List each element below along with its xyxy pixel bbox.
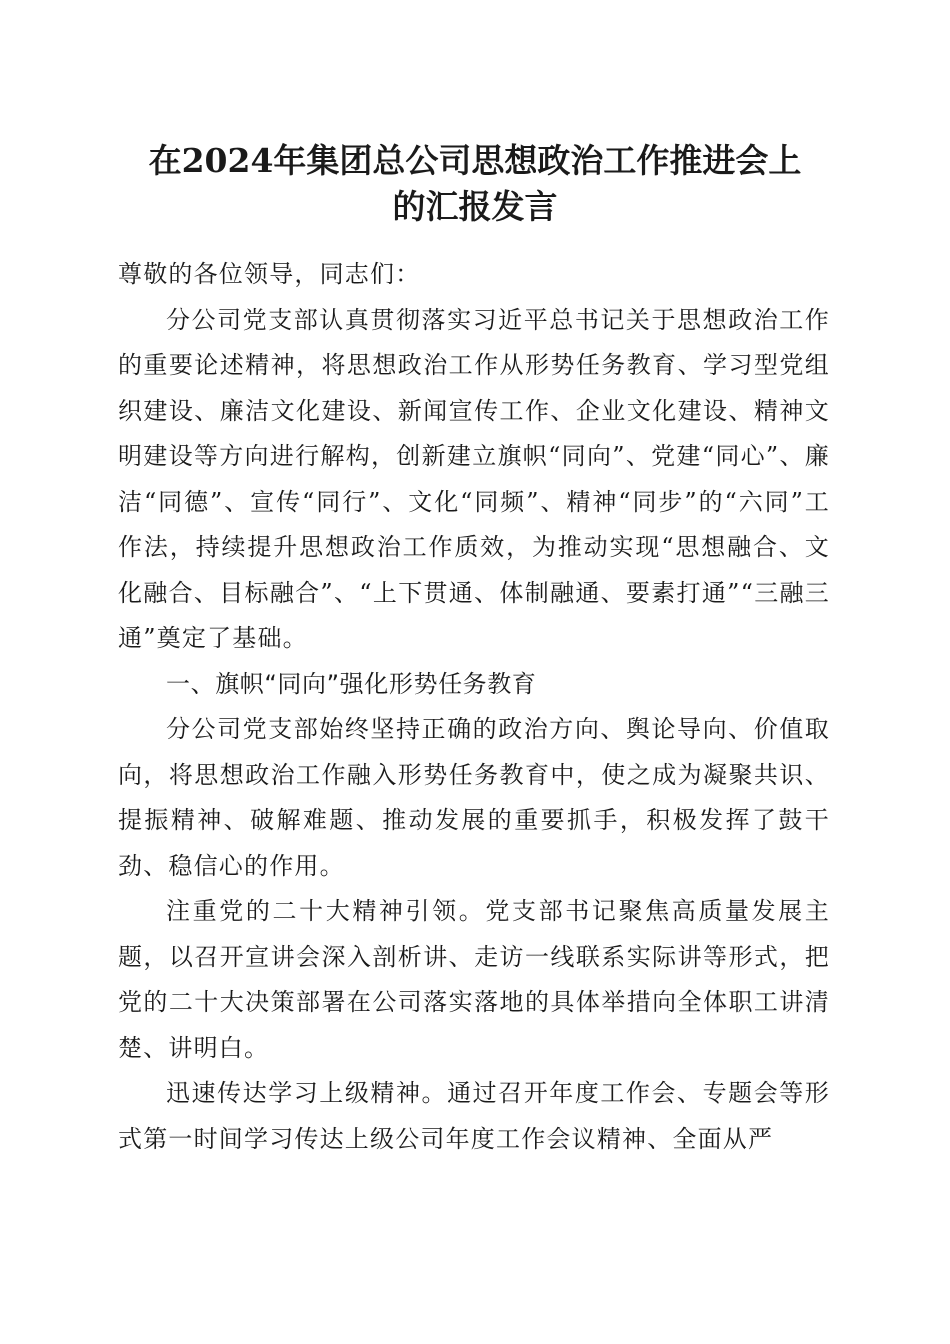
salutation: 尊敬的各位领导，同志们： bbox=[118, 260, 421, 288]
title-line-2: 的汇报发言 bbox=[392, 187, 558, 226]
document-title bbox=[100, 138, 850, 230]
section-1-paragraph: 迅速传达学习上级精神。通过召开年度工作会、专题会等形式第一时间学习传达上级公司年度工作会议精神、全面从严 bbox=[118, 1079, 830, 1153]
intro-paragraph: 分公司党支部认真贯彻落实习近平总书记关于思想政治工作的重要论述精神，将思想政治工作从形势任务教育、学习型党组织建设、廉洁文化建设、新闻宣传工作、企业文化建设、精神文明建设等方向进行解构，创新建立旗帜“同向”、党建“同心”、廉洁“同德”、宣传“同行”、文化“同频”、精神“同步”的“六同”工作法，持续提升思想政治工作质效，为推动实现“思想融合、文化融合、目标融合”、“上下贯通、体制融通、要素打通”“三融三通”奠定了基础。 bbox=[118, 305, 830, 652]
section-1-paragraph: 分公司党支部始终坚持正确的政治方向、舆论导向、价值取向，将思想政治工作融入形势任务教育中，使之成为凝聚共识、提振精神、破解难题、推动发展的重要抓手，积极发挥了鼓干劲、稳信心的作用。 bbox=[118, 715, 830, 880]
title-line-1: 在2024年集团总公司思想政治工作推进会上 bbox=[148, 141, 802, 180]
document-body bbox=[118, 252, 830, 1162]
section-1-heading: 一、旗帜“同向”强化形势任务教育 bbox=[166, 669, 537, 698]
section-1-paragraph: 注重党的二十大精神引领。党支部书记聚焦高质量发展主题，以召开宣讲会深入剖析讲、走访一线联系实际讲等形式，把党的二十大决策部署在公司落实落地的具体举措向全体职工讲清楚、讲明白。 bbox=[118, 897, 830, 1062]
